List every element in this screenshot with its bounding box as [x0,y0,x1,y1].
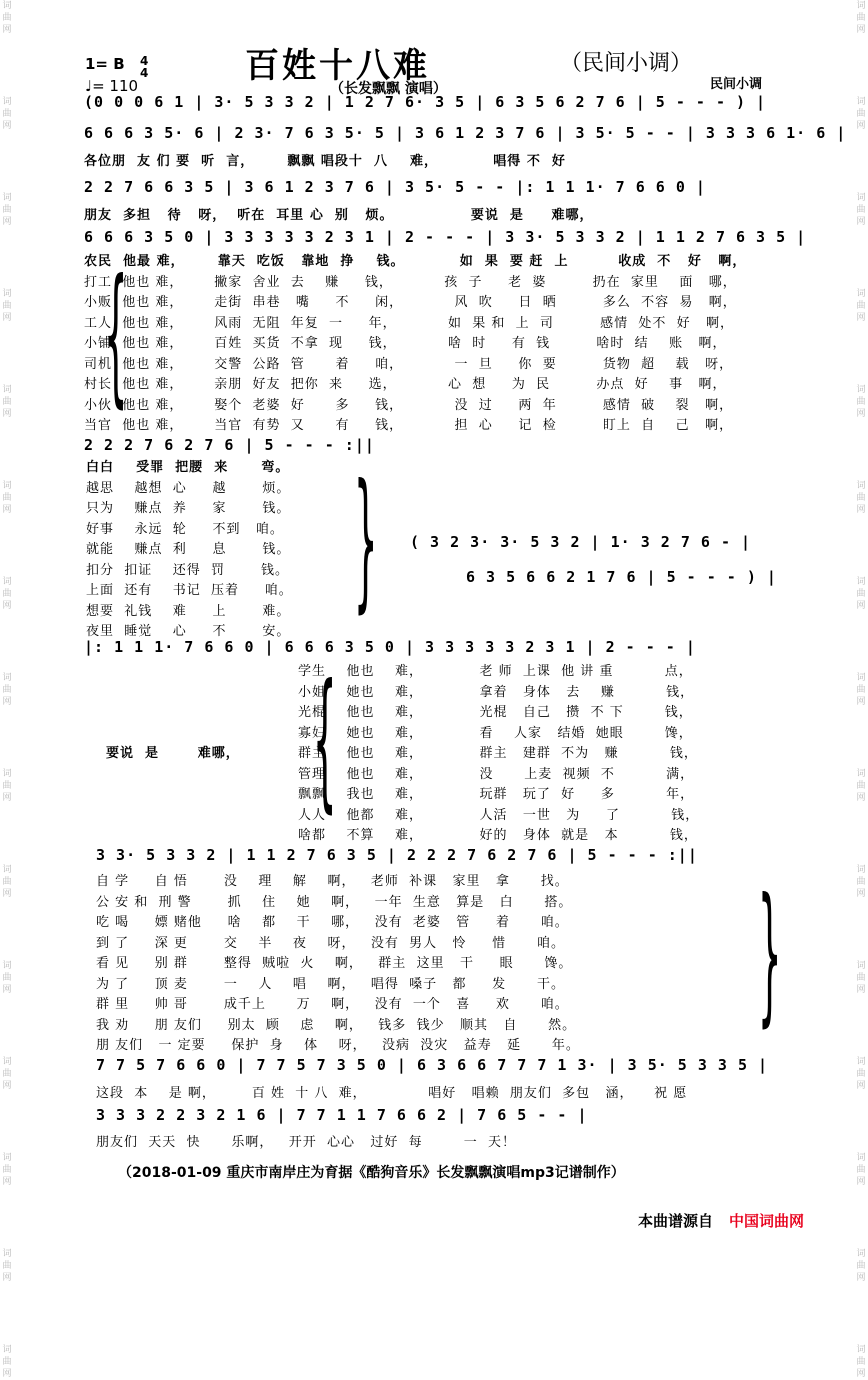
verse-line: 朋 友们 一 定要 保护 身 体 呀， 没病 没灾 益寿 延 年。 [96,1038,580,1053]
notation-row-5: 2 2 2 7 6 2 7 6 | 5 - - - :|| [84,436,375,454]
song-title: 百姓十八难 [245,46,430,86]
verse-line: 上面 还有 书记 压着 咱。 [86,583,293,598]
verse4-brace: } [757,867,782,1041]
source-credit [638,1210,804,1231]
notation-row-10: 3 3 3 2 2 3 2 1 6 | 7 7 1 1 7 6 6 2 | 7 6 5 - - | [96,1106,588,1124]
interlude-row-1: ( 3 2 3· 3· 5 3 2 | 1· 3 2 7 6 - | [410,533,752,551]
verse-line: 飘飘 我也 难， 玩群 玩了 好 多 年， [298,787,695,802]
notation-row-2: 6 6 6 3 5· 6 | 2 3· 7 6 3 5· 5 | 3 6 1 2 3 7 6 | 3 5· 5 - - | 3 3 3 6 1· 6 | [84,124,847,142]
notation-row-9: 7 7 5 7 6 6 0 | 7 7 5 7 3 5 0 | 6 3 6 6 7 7 7 1 3· | 3 5· 5 3 3 5 | [96,1056,769,1074]
verse-line: 公 安 和 刑 警 抓 住 她 啊， 一年 生意 算是 白 搭。 [96,894,573,910]
verse-line: 只为 赚点 养 家 钱。 [86,501,291,516]
verse-line: 工人 他也 难， 风雨 无阻 年复 一 年， 如 果 和 上 司 感情 处不 好 啊， [84,315,735,331]
notation-row-3: 2 2 7 6 6 3 5 | 3 6 1 2 3 7 6 | 3 5· 5 - - |: 1 1 1· 7 6 6 0 | [84,178,706,196]
time-signature: 4 4 [140,54,149,80]
verse-line: 学生 他也 难， 老 师 上课 他 讲 重 点， [298,664,693,679]
verse-line: 村长 他也 难， 亲朋 好友 把你 来 选， 心 想 为 民 办点 好 事 啊， [84,377,727,392]
notation-row-4: 6 6 6 3 5 0 | 3 3 3 3 3 2 3 1 | 2 - - - | 3 3· 5 3 3 2 | 1 1 2 7 6 3 5 | [84,228,807,246]
verse-line: 管理 他也 难， 没 上麦 视频 不 满， [298,766,695,782]
verse-line: 光棍 他也 难， 光棍 自己 攒 不 下 钱， [298,705,693,720]
verse-line: 当官 他也 难， 当官 有势 又 有 钱， 担 心 记 检 盯上 自 己 啊， [84,418,734,433]
verse-line: 就能 赚点 利 息 钱。 [86,542,291,557]
verse-line: 为 了 顶 麦 一 人 唱 啊， 唱得 嗓子 都 发 干。 [96,976,565,992]
verse-line: 越思 越想 心 越 烦。 [86,480,291,496]
verse2-brace: } [353,453,378,627]
verse-line: 到 了 深 更 交 半 夜 呀， 没有 男人 怜 惜 咱。 [96,935,565,951]
source-label: 本曲谱源自 [638,1212,714,1230]
notation-row-8: 3 3· 5 3 3 2 | 1 1 2 7 6 3 5 | 2 2 2 7 6 2 7 6 | 5 - - - :|| [96,846,698,864]
lyric-row-2: 各位朋 友 们 要 听 言， 飘飘 唱段十 八 难， 唱得 不 好 [84,154,566,169]
verse-line: 小铺 他也 难， 百姓 买货 不拿 现 钱， 啥 时 有 钱 啥时 结 账 啊， [84,336,727,351]
interlude-row-2: 6 3 5 6 6 2 1 7 6 | 5 - - - ) | [466,568,777,586]
verse-line: 啥都 不算 难， 好的 身体 就是 本 钱， [298,828,698,843]
lyric-row-9: 这段 本 是 啊， 百 姓 十 八 难， 唱好 唱赖 朋友们 多包 涵， 祝 愿 [96,1086,688,1101]
tempo-marking: ♩= 110 [85,77,139,95]
verse-line: 扣分 扣证 还得 罚 钱。 [86,562,289,578]
source-site-link[interactable]: 中国词曲网 [729,1212,805,1230]
verse-line: 夜里 睡觉 心 不 安。 [86,624,291,639]
singer-credit: （长发飘飘 演唱） [330,81,447,97]
watermark-left: 词曲网 词曲网 词曲网 词曲网 词曲网 词曲网 词曲网 词曲网 词曲网 词曲网 词曲网 词曲网 词曲网 词曲网 词曲网 [2,1,12,1379]
verse-line: 群 里 帅 哥 成千上 万 啊， 没有 一个 喜 欢 咱。 [96,997,569,1012]
notation-row-1: (0 0 0 6 1 | 3· 5 3 3 2 | 1 2 7 6· 3 5 | 6 3 5 6 2 7 6 | 5 - - - ) | [84,93,767,111]
lyric-row-10: 朋友们 天天 快 乐啊， 开开 心心 过好 每 一 天！ [96,1135,516,1150]
verse-block-4 [96,872,580,1057]
verse3-brace: { [312,653,337,827]
song-subtitle: （民间小调） [560,51,693,76]
notation-row-7: |: 1 1 1· 7 6 6 0 | 6 6 6 3 5 0 | 3 3 3 3 3 2 3 1 | 2 - - - | [84,638,696,656]
verse-line: 我 劝 朋 友们 别太 顾 虑 啊， 钱多 钱少 顺其 自 然。 [96,1017,577,1033]
verse-line: 小贩 他也 难， 走街 串巷 嘴 不 闲， 风 吹 日 晒 多么 不容 易 啊， [84,295,737,310]
watermark-right: 词曲网 词曲网 词曲网 词曲网 词曲网 词曲网 词曲网 词曲网 词曲网 词曲网 词曲网 词曲网 词曲网 词曲网 词曲网 [856,1,866,1379]
verse-block-2 [86,458,293,643]
verse-line: 吃 喝 嫖 赌他 啥 都 干 哪， 没有 老婆 管 着 咱。 [96,915,569,930]
lyric-row-3: 朋友 多担 待 呀， 听在 耳里 心 别 烦。 要说 是 难哪， [84,208,594,223]
verse-line: 小姐 她也 难， 拿着 身体 去 赚 钱， [298,684,695,700]
verse-line: 看 见 别 群 整得 贼啦 火 啊， 群主 这里 干 眼 馋。 [96,956,573,971]
verse1-brace: { [103,248,128,422]
verse-line: 白白 受罪 把腰 来 弯。 [86,460,290,475]
verse-line: 司机 他也 难， 交警 公路 管 着 咱， 一 旦 你 要 货物 超 载 呀， [84,356,734,372]
verse-line: 自 学 自 悟 没 理 解 啊， 老师 补课 家里 拿 找。 [96,874,569,889]
verse-line: 想要 礼钱 难 上 难。 [86,603,291,619]
lyric-row-7: 要说 是 难哪， [106,746,240,761]
verse-line: 好事 永远 轮 不到 咱。 [86,521,284,537]
verse-line: 农民 他最 难， 靠天 吃饭 靠地 挣 钱。 如 果 要 赶 上 收成 不 好 啊， [84,254,747,269]
key-signature: 1= B [85,55,125,73]
verse-line: 群主 他也 难， 群主 建群 不为 赚 钱， [298,746,698,761]
verse-line: 人人 他都 难， 人活 一世 为 了 钱， [298,807,700,823]
verse-block-1 [84,248,747,437]
verse-line: 打工 他也 难， 撇家 舍业 去 赚 钱， 孩 子 老 婆 扔在 家里 面 哪， [84,274,737,290]
transcription-note: （2018-01-09 重庆市南岸庄为育据《酷狗音乐》长发飘飘演唱mp3记谱制作） [118,1165,625,1181]
verse-block-3 [298,653,700,847]
verse-line: 寡妇 她也 难， 看 人家 结婚 她眼 馋， [298,725,693,741]
music-style: 民间小调 [710,77,763,92]
verse-line: 小伙 他也 难， 娶个 老婆 好 多 钱， 没 过 两 年 感情 破 裂 啊， [84,397,734,413]
